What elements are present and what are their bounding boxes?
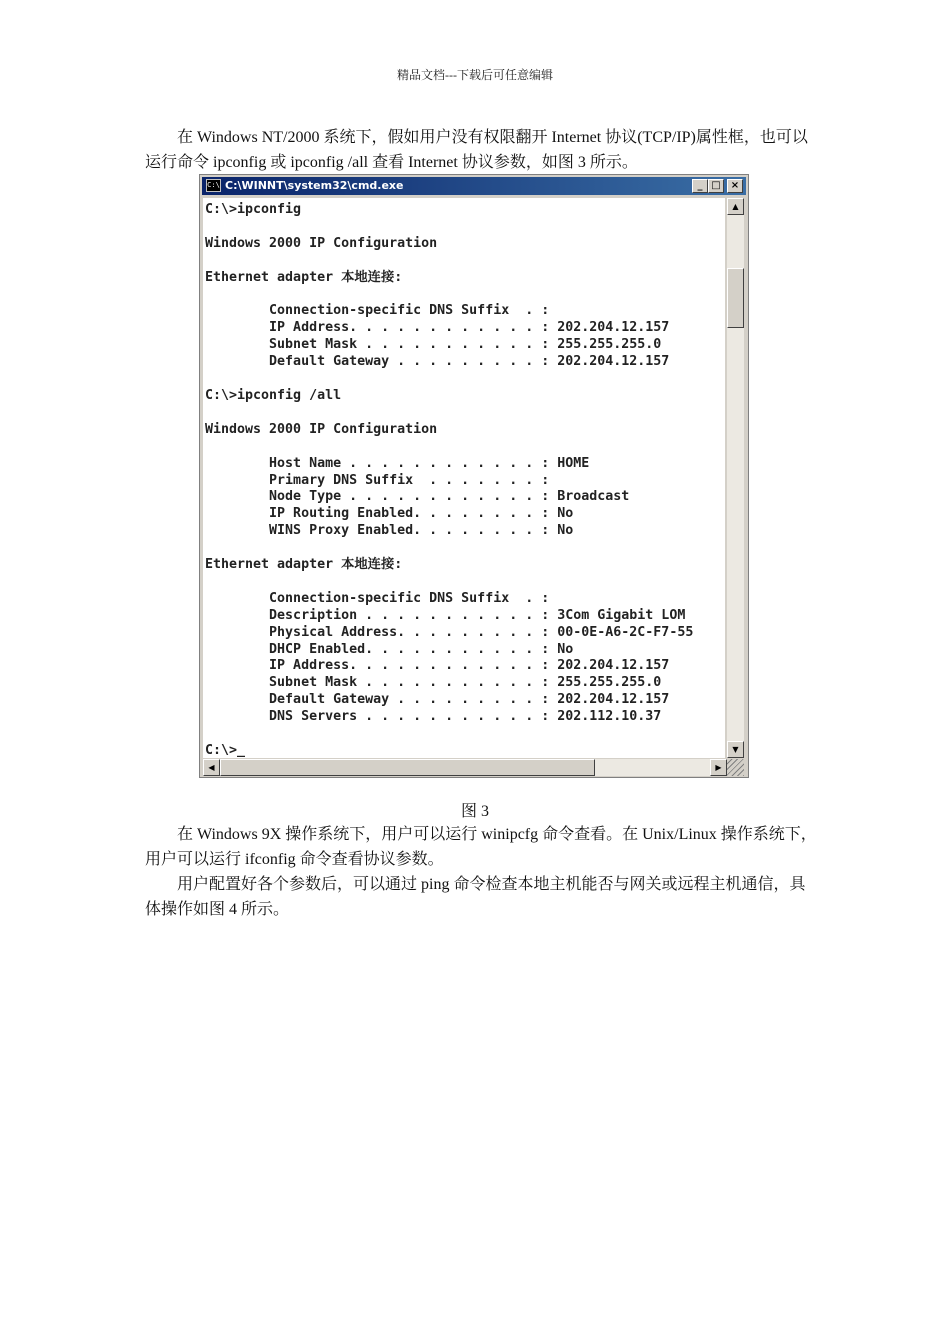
paragraph-intro: 在 Windows NT/2000 系统下，假如用户没有权限翻开 Internet 协议(TCP/IP)属性框，也可以运行命令 ipconfig 或 ipconfig /all 查看 Internet 协议参数，如图 3 所示。 [145, 129, 808, 171]
window-titlebar[interactable] [202, 177, 746, 195]
cmd-window [199, 174, 749, 778]
window-title: C:\WINNT\system32\cmd.exe [225, 179, 404, 192]
close-button[interactable]: × [727, 179, 743, 193]
scroll-up-icon[interactable]: ▲ [727, 198, 744, 215]
vertical-scroll-thumb[interactable] [727, 268, 744, 328]
horizontal-scrollbar[interactable] [203, 759, 727, 776]
figure-caption: 图 3 [460, 803, 489, 820]
scroll-left-icon[interactable]: ◀ [203, 759, 220, 776]
resize-grip-icon[interactable] [727, 759, 744, 776]
page-header: 精品文档---下载后可任意编辑 [397, 68, 553, 82]
cmd-icon: C:\ [206, 179, 221, 192]
paragraph-win9x: 在 Windows 9X 操作系统下，用户可以运行 winipcfg 命令查看。在 Unix/Linux 操作系统下，用户可以运行 ifconfig 命令查看协议参数。 [145, 826, 817, 868]
paragraph-ping: 用户配置好各个参数后，可以通过 ping 命令检查本地主机能否与网关或远程主机通信，具体操作如图 4 所示。 [145, 876, 806, 918]
horizontal-scroll-thumb[interactable] [220, 759, 595, 776]
vertical-scrollbar[interactable] [727, 198, 744, 758]
scroll-down-icon[interactable]: ▼ [727, 741, 744, 758]
console-output: C:\>ipconfig Windows 2000 IP Configuration Ethernet adapter 本地连接: Connection-specific DNS Suffix . : IP Address. . . . . . . . . . . . : 202.204.12.157 Subnet Mask . . . . . . . . . . . : 255.255.255.0 Default Gateway . . . . . . . . . : 202.204.12.157 C:\>ipconfig /all Windows 2000 IP Configuration Host Name . . . . . . . . . . . . : HOME Primary DNS Suffix . . . . . . . : Node Type . . . . . . . . . . . . : Broadcast IP Routing Enabled. . . . . . . . : No WINS Proxy Enabled. . . . . . . . : No Ethernet adapter 本地连接: Connection-specific DNS Suffix . : Description . . . . . . . . . . . : 3Com Gigabit LOM Physical Address. . . . . . . . . : 00-0E-A6-2C-F7-55 DHCP Enabled. . . . . . . . . . . : No IP Address. . . . . . . . . . . . : 202.204.12.157 Subnet Mask . . . . . . . . . . . : 255.255.255.0 Default Gateway . . . . . . . . . : 202.204.12.157 DNS Servers . . . . . . . . . . . : 202.112.10.37 C:\>_ [205, 202, 694, 758]
scroll-right-icon[interactable]: ▶ [710, 759, 727, 776]
minimize-button[interactable]: _ [692, 179, 708, 193]
maximize-button[interactable]: □ [708, 179, 724, 193]
console-area[interactable] [203, 198, 725, 758]
